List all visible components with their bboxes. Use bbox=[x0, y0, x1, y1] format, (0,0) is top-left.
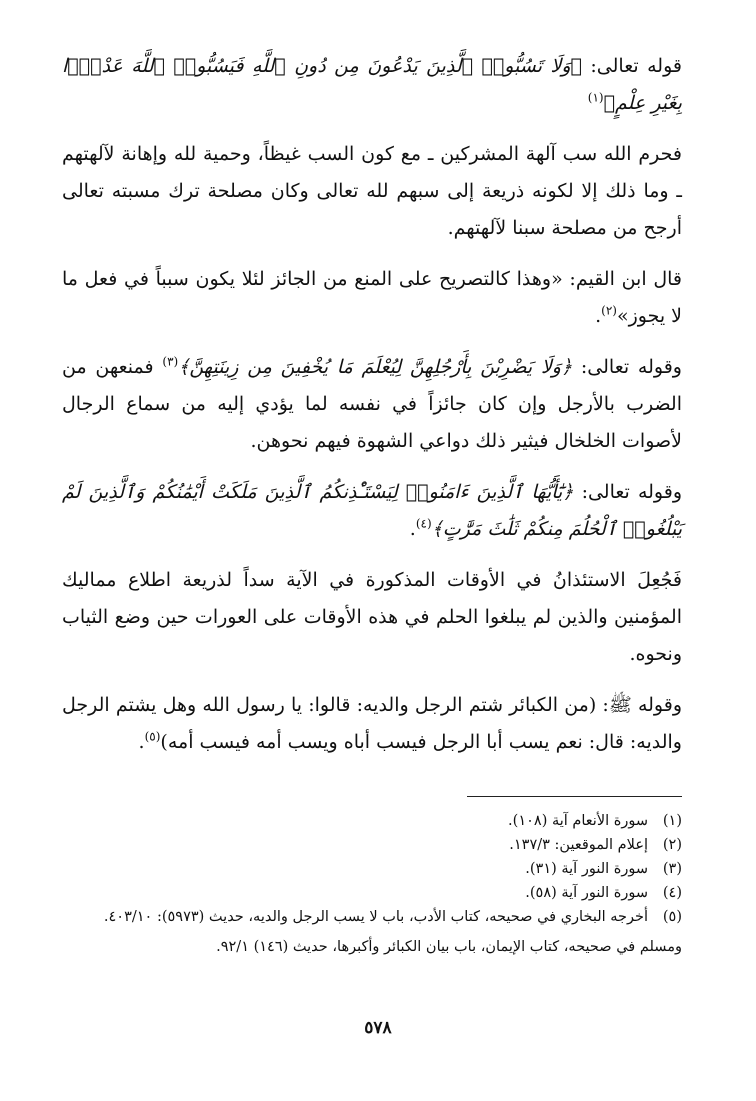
paragraph-lead: قال ابن القيم: «وهذا كالتصريح على المنع من الجائز لئلا يكون سبباً في فعل ما لا يجوز» bbox=[62, 268, 682, 327]
paragraph-1 bbox=[62, 48, 682, 122]
footnote-text: سورة النور آية (٣١). bbox=[525, 861, 648, 877]
quran-verse: ﴿وَلَا يَضْرِبْنَ بِأَرْجُلِهِنَّ لِيُعْلَمَ مَا يُخْفِينَ مِن زِينَتِهِنَّ﴾ bbox=[178, 356, 573, 378]
footnotes-section bbox=[62, 796, 682, 959]
footnote-number: (١) bbox=[662, 813, 682, 829]
footnote-ref[interactable]: (٢) bbox=[601, 303, 617, 318]
paragraph-lead: قوله تعالى: bbox=[581, 55, 682, 77]
paragraph-tail: فَجُعِلَ الاستئذانُ في الأوقات المذكورة في الآية سداً لذريعة اطلاع مماليك المؤمنين والذين لم يبلغوا الحلم في هذه الأوقات على العورات حين وضع الثياب ونحوه. bbox=[62, 569, 682, 665]
paragraph-3 bbox=[62, 261, 682, 335]
paragraph-4 bbox=[62, 349, 682, 460]
page-number: ٥٧٨ bbox=[364, 1018, 392, 1038]
footnote-ref[interactable]: (٣) bbox=[162, 354, 179, 369]
paragraph-tail: فمنعهن من الضرب بالأرجل وإن كان جائزاً في نفسه لما يؤدي إليه من سماع الرجال لأصوات الخلخال فيثير ذلك دواعي الشهوة فيهم نحوهن. bbox=[62, 356, 682, 452]
paragraph-lead: وقوله ﷺ: (من الكبائر شتم الرجل والديه: قالوا: يا رسول الله وهل يشتم الرجل والديه: قال: نعم يسب أبا الرجل فيسب أباه ويسب أمه فيسب أمه) bbox=[62, 694, 682, 753]
footnote-number: (٣) bbox=[662, 861, 682, 877]
footnote-number: (٢) bbox=[662, 837, 682, 853]
footnote-text: إعلام الموقعين: ١٣٧/٣. bbox=[509, 837, 648, 853]
footnote-text: سورة النور آية (٥٨). bbox=[525, 885, 648, 901]
paragraph-6 bbox=[62, 562, 682, 673]
footnote-continuation: ومسلم في صحيحه، كتاب الإيمان، باب بيان الكبائر وأكبرها، حديث (١٤٦) ٩٢/١. bbox=[216, 939, 682, 955]
footnote-4 bbox=[62, 881, 682, 905]
paragraph-lead: وقوله تعالى: bbox=[573, 481, 682, 503]
main-text bbox=[62, 48, 682, 775]
paragraph-tail: . bbox=[595, 305, 602, 327]
quran-verse: ﴿وَلَا تَسُبُّوا۟ ٱلَّذِينَ يَدْعُونَ مِن دُونِ ٱللَّهِ فَيَسُبُّوا۟ ٱللَّهَ عَدْوًۢا بِغَيْرِ عِلْمٍ﴾ bbox=[62, 55, 682, 114]
footnote-text: سورة الأنعام آية (١٠٨). bbox=[508, 813, 648, 829]
footnote-text: أخرجه البخاري في صحيحه، كتاب الأدب، باب لا يسب الرجل والديه، حديث (٥٩٧٣): ٤٠٣/١٠. bbox=[103, 909, 648, 925]
footnote-2 bbox=[62, 833, 682, 857]
footnote-ref[interactable]: (٤) bbox=[415, 516, 432, 531]
quran-verse: ﴿يَٰٓأَيُّهَا ٱلَّذِينَ ءَامَنُوا۟ لِيَسْتَـْٔذِنكُمُ ٱلَّذِينَ مَلَكَتْ أَيْمَٰنُكُمْ وَٱلَّذِينَ لَمْ يَبْلُغُوا۟ ٱلْحُلُمَ مِنكُمْ ثَلَٰثَ مَرَّٰتٍ﴾ bbox=[62, 481, 682, 540]
paragraph-tail: فحرم الله سب آلهة المشركين ـ مع كون السب غيظاً، وحمية لله وإهانة لآلهتهم ـ وما ذلك إلا لكونه ذريعة إلى سبهم لله تعالى وكان مصلحة ترك مسبته تعالى أرجح من مصلحة سبنا لآلهتهم. bbox=[62, 143, 682, 239]
footnote-number: (٥) bbox=[662, 909, 682, 925]
paragraph-lead: وقوله تعالى: bbox=[572, 356, 682, 378]
footnote-3 bbox=[62, 857, 682, 881]
paragraph-tail: . bbox=[138, 731, 145, 753]
footnote-number: (٤) bbox=[662, 885, 682, 901]
paragraph-5 bbox=[62, 474, 682, 548]
footnote-ref[interactable]: (١) bbox=[587, 90, 604, 105]
paragraph-7 bbox=[62, 687, 682, 761]
footnote-5 bbox=[62, 905, 682, 929]
footnote-1 bbox=[62, 809, 682, 833]
paragraph-2 bbox=[62, 136, 682, 247]
paragraph-tail: . bbox=[409, 518, 416, 540]
footnote-divider bbox=[467, 796, 682, 797]
footnote-ref[interactable]: (٥) bbox=[144, 729, 161, 744]
